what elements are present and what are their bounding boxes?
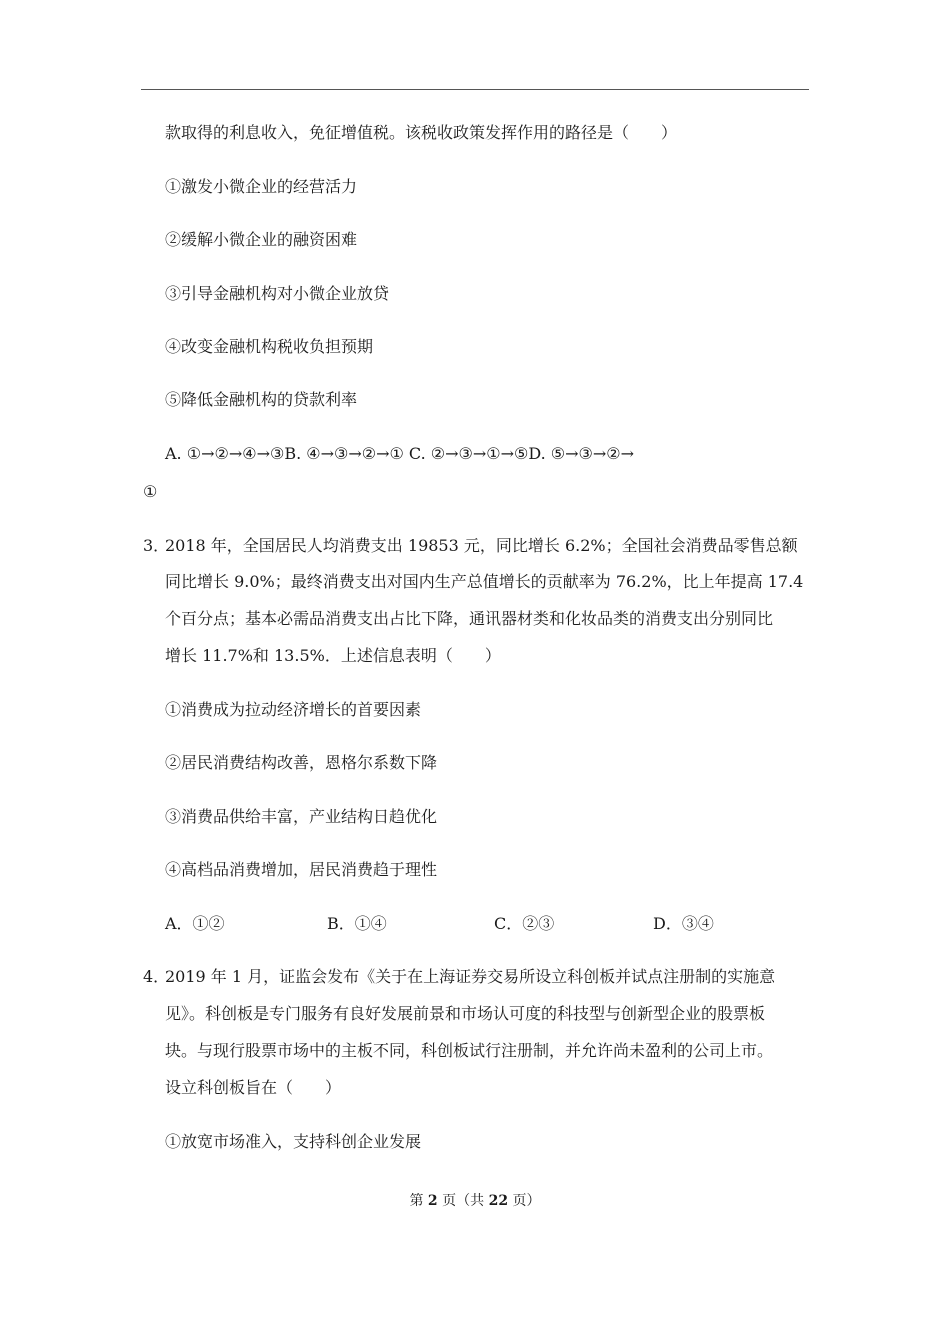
- q3-option-c: C．②③: [494, 914, 555, 933]
- q3-stem-line-1: 2018 年，全国居民人均消费支出 19853 元，同比增长 6.2%；全国社会消费品零售总额: [165, 536, 798, 555]
- q2-item-1: ①激发小微企业的经营活力: [165, 177, 358, 196]
- q3-item-2: ②居民消费结构改善，恩格尔系数下降: [165, 753, 438, 772]
- footer-page-number: 2: [427, 1193, 438, 1209]
- q4-number: 4．: [143, 967, 170, 986]
- q2-options-wrap: ①: [143, 482, 158, 501]
- q4-item-1: ①放宽市场准入，支持科创企业发展: [165, 1132, 422, 1151]
- q3-option-b: B．①④: [327, 914, 387, 933]
- footer-total-pages: 22: [488, 1193, 509, 1209]
- q3-option-a: A．①②: [165, 914, 225, 933]
- q4-stem-line-3: 块。与现行股票市场中的主板不同，科创板试行注册制，并允许尚未盈利的公司上市。: [165, 1041, 774, 1060]
- q2-item-4: ④改变金融机构税收负担预期: [165, 337, 374, 356]
- footer-suffix: 页）: [508, 1193, 541, 1209]
- q4-stem-line-1: 2019 年 1 月，证监会发布《关于在上海证券交易所设立科创板并试点注册制的实施意: [165, 967, 776, 986]
- footer-middle: 页（共: [437, 1193, 489, 1209]
- q3-item-4: ④高档品消费增加，居民消费趋于理性: [165, 860, 438, 879]
- q3-stem-line-4: 增长 11.7%和 13.5%．上述信息表明（ ）: [165, 646, 501, 665]
- footer-prefix: 第: [409, 1193, 428, 1209]
- q3-number: 3．: [143, 536, 170, 555]
- q3-stem-line-3: 个百分点；基本必需品消费支出占比下降，通讯器材类和化妆品类的消费支出分别同比: [165, 609, 774, 628]
- q2-item-5: ⑤降低金融机构的贷款利率: [165, 390, 358, 409]
- q3-stem-line-2: 同比增长 9.0%；最终消费支出对国内生产总值增长的贡献率为 76.2%，比上年提高 17.4: [165, 572, 804, 591]
- q4-stem-line-4: 设立科创板旨在（ ）: [165, 1078, 342, 1097]
- header-rule: [141, 89, 809, 90]
- q2-options: A. ①→②→④→③B. ④→③→②→① C. ②→③→①→⑤D. ⑤→③→②→: [165, 444, 635, 463]
- page-footer: [0, 1190, 950, 1210]
- q2-item-2: ②缓解小微企业的融资困难: [165, 230, 358, 249]
- q3-item-1: ①消费成为拉动经济增长的首要因素: [165, 700, 422, 719]
- q2-item-3: ③引导金融机构对小微企业放贷: [165, 284, 390, 303]
- q3-item-3: ③消费品供给丰富，产业结构日趋优化: [165, 807, 438, 826]
- q3-option-d: D．③④: [653, 914, 714, 933]
- q4-stem-line-2: 见》。科创板是专门服务有良好发展前景和市场认可度的科技型与创新型企业的股票板: [165, 1004, 766, 1023]
- q2-stem-tail: 款取得的利息收入，免征增值税。该税收政策发挥作用的路径是（ ）: [165, 123, 678, 142]
